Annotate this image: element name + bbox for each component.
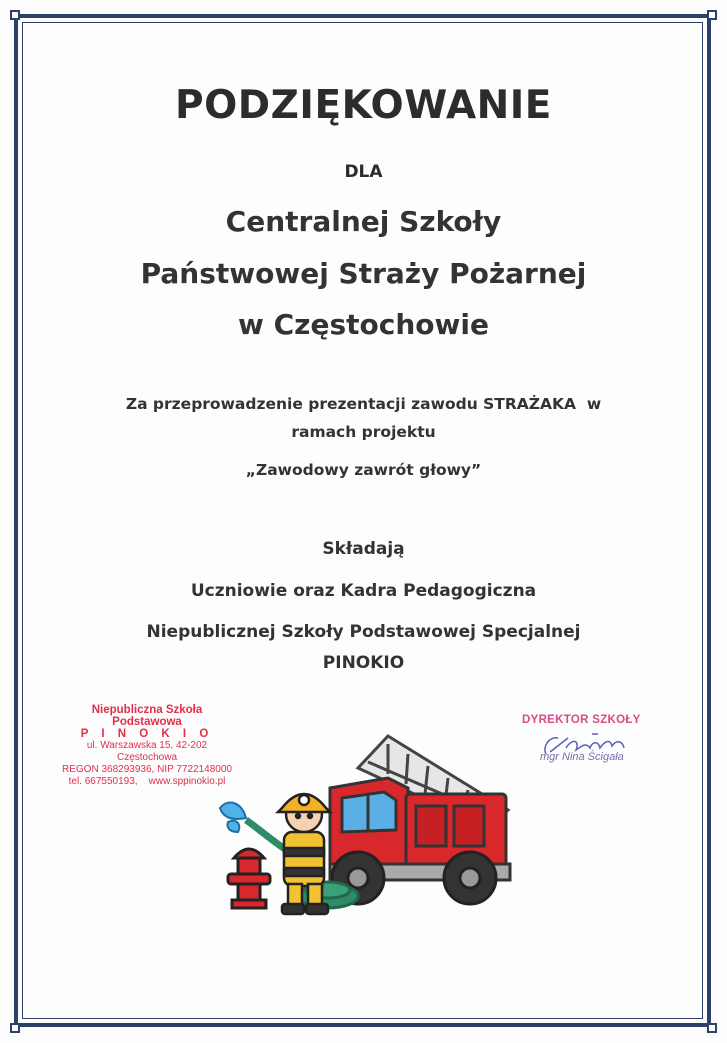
recipient-line-2: Państwowej Straży Pożarnej	[140, 257, 587, 290]
reason-line-1: Za przeprowadzenie prezentacji zawodu STRAŻAKA w	[125, 395, 602, 413]
border-corner-ornament	[10, 1023, 20, 1033]
border-corner-ornament	[707, 1023, 717, 1033]
stamp-ids: REGON 368293936, NIP 7722148000	[62, 764, 232, 775]
firefighter-fire-truck-icon	[218, 728, 518, 918]
director-name: mgr Nina Ścigała	[540, 751, 624, 763]
signers-line-1: Uczniowie oraz Kadra Pedagogiczna	[190, 581, 537, 601]
for-label: DLA	[344, 162, 383, 182]
project-name: „Zawodowy zawrót głowy”	[245, 461, 482, 479]
document-title: PODZIĘKOWANIE	[175, 83, 552, 128]
stamp-contact: tel. 667550193, www.sppinokio.pl	[68, 776, 226, 787]
border-corner-ornament	[10, 10, 20, 20]
school-stamp	[57, 704, 237, 788]
stamp-school-name: Niepubliczna Szkoła Podstawowa	[91, 704, 203, 728]
signers-line-3: PINOKIO	[322, 653, 405, 673]
director-title: DYREKTOR SZKOŁY	[522, 714, 641, 726]
recipient-line-3: w Częstochowie	[238, 308, 489, 341]
border-corner-ornament	[707, 10, 717, 20]
reason-line-2: ramach projektu	[291, 423, 436, 441]
recipient-line-1: Centralnej Szkoły	[225, 205, 502, 238]
stamp-brand: P I N O K I O	[80, 728, 214, 740]
signers-label: Składają	[322, 539, 405, 559]
stamp-address: ul. Warszawska 15, 42-202 Częstochowa	[86, 740, 208, 763]
signers-line-2: Niepublicznej Szkoły Podstawowej Specjalnej	[146, 622, 581, 642]
director-stamp	[522, 714, 662, 763]
